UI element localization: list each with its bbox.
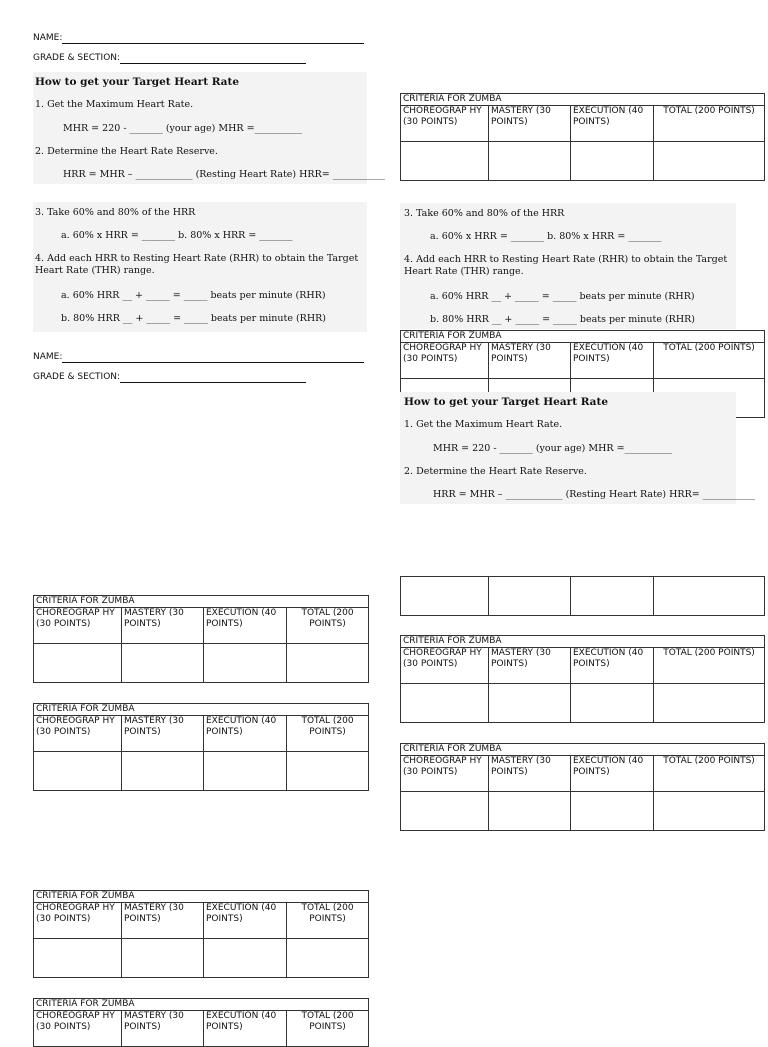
col-execution: EXECUTION (40 POINTS): [571, 648, 654, 684]
hrr-formula: HRR = MHR – ____________ (Resting Heart Rate) HRR= ___________: [433, 489, 755, 500]
score-cell[interactable]: [654, 577, 765, 616]
step4-a: a. 60% HRR __ + _____ = _____ beats per minute (RHR): [61, 290, 326, 301]
criteria-title: CRITERIA FOR ZUMBA: [401, 331, 765, 343]
criteria-title: CRITERIA FOR ZUMBA: [401, 636, 765, 648]
col-mastery: MASTERY (30 POINTS): [122, 716, 204, 752]
score-cell[interactable]: [34, 752, 122, 791]
grade-section-field[interactable]: [33, 52, 306, 64]
grade-section-blank[interactable]: [120, 372, 306, 383]
col-mastery: MASTERY (30 POINTS): [489, 648, 571, 684]
thr-step3: 3. Take 60% and 80% of the HRR: [404, 208, 565, 219]
score-cell[interactable]: [401, 684, 489, 723]
score-cell[interactable]: [571, 577, 654, 616]
col-execution: EXECUTION (40 POINTS): [571, 106, 654, 142]
col-mastery: MASTERY (30 POINTS): [489, 756, 571, 792]
col-choreography: CHOREOGRAP HY (30 POINTS): [401, 648, 489, 684]
score-cell[interactable]: [287, 939, 369, 978]
score-cell[interactable]: [34, 644, 122, 683]
criteria-title: CRITERIA FOR ZUMBA: [401, 94, 765, 106]
score-cell[interactable]: [489, 577, 571, 616]
criteria-title: CRITERIA FOR ZUMBA: [34, 999, 369, 1011]
col-total: TOTAL (200 POINTS): [654, 343, 765, 379]
col-total: TOTAL (200 POINTS): [654, 106, 765, 142]
col-total: TOTAL (200 POINTS): [654, 648, 765, 684]
col-total: TOTAL (200 POINTS): [287, 716, 369, 752]
col-execution: EXECUTION (40 POINTS): [204, 1011, 287, 1047]
col-mastery: MASTERY (30 POINTS): [122, 1011, 204, 1047]
score-cell[interactable]: [204, 644, 287, 683]
score-cell[interactable]: [654, 792, 765, 831]
mhr-formula: MHR = 220 - _______ (your age) MHR =__________: [63, 123, 303, 134]
score-cell[interactable]: [654, 142, 765, 181]
criteria-table: [33, 595, 369, 683]
step4-a: a. 60% HRR __ + _____ = _____ beats per minute (RHR): [430, 291, 695, 302]
score-cell[interactable]: [204, 752, 287, 791]
score-cell[interactable]: [571, 792, 654, 831]
col-choreography: CHOREOGRAP HY (30 POINTS): [401, 756, 489, 792]
name-blank[interactable]: [62, 33, 364, 44]
criteria-title: CRITERIA FOR ZUMBA: [34, 704, 369, 716]
grade-section-label: GRADE & SECTION:: [33, 372, 121, 382]
thr-step1: 1. Get the Maximum Heart Rate.: [404, 419, 563, 430]
thr-step2: 2. Determine the Heart Rate Reserve.: [404, 466, 587, 477]
criteria-table: [33, 890, 369, 978]
score-cell[interactable]: [489, 792, 571, 831]
col-choreography: CHOREOGRAP HY (30 POINTS): [34, 608, 122, 644]
criteria-table: [33, 998, 369, 1047]
grade-section-blank[interactable]: [120, 53, 306, 64]
score-cell[interactable]: [34, 939, 122, 978]
criteria-table: [400, 635, 765, 723]
score-cell[interactable]: [401, 577, 489, 616]
thr-heading: How to get your Target Heart Rate: [35, 76, 239, 88]
criteria-table: [33, 703, 369, 791]
score-cell[interactable]: [287, 644, 369, 683]
criteria-title: CRITERIA FOR ZUMBA: [34, 596, 369, 608]
score-cell[interactable]: [489, 684, 571, 723]
col-execution: EXECUTION (40 POINTS): [204, 608, 287, 644]
name-label: NAME:: [33, 33, 63, 43]
col-total: TOTAL (200 POINTS): [287, 1011, 369, 1047]
criteria-title: CRITERIA FOR ZUMBA: [401, 744, 765, 756]
criteria-table-clipped: [33, 998, 370, 1032]
step3-calc: a. 60% x HRR = _______ b. 80% x HRR = _______: [430, 231, 662, 242]
step4-b: b. 80% HRR __ + _____ = _____ beats per minute (RHR): [61, 313, 326, 324]
grade-section-label: GRADE & SECTION:: [33, 53, 121, 63]
step4-b: b. 80% HRR __ + _____ = _____ beats per minute (RHR): [430, 314, 695, 325]
thr-step4: 4. Add each HRR to Resting Heart Rate (RHR) to obtain the Target Heart Rate (THR) range.: [35, 253, 359, 276]
col-execution: EXECUTION (40 POINTS): [571, 343, 654, 379]
score-cell[interactable]: [489, 142, 571, 181]
thr-step3: 3. Take 60% and 80% of the HRR: [35, 207, 196, 218]
col-choreography: CHOREOGRAP HY (30 POINTS): [34, 1011, 122, 1047]
col-choreography: CHOREOGRAP HY (30 POINTS): [401, 106, 489, 142]
hrr-formula: HRR = MHR – ____________ (Resting Heart Rate) HRR= ___________: [63, 169, 385, 180]
score-cell[interactable]: [571, 684, 654, 723]
name-field[interactable]: [33, 32, 364, 44]
score-cell[interactable]: [204, 939, 287, 978]
criteria-table: [400, 93, 765, 181]
col-choreography: CHOREOGRAP HY (30 POINTS): [401, 343, 489, 379]
col-total: TOTAL (200 POINTS): [287, 608, 369, 644]
thr-heading: How to get your Target Heart Rate: [404, 396, 608, 408]
score-cell[interactable]: [287, 752, 369, 791]
thr-step2: 2. Determine the Heart Rate Reserve.: [35, 146, 218, 157]
col-choreography: CHOREOGRAP HY (30 POINTS): [34, 716, 122, 752]
step3-calc: a. 60% x HRR = _______ b. 80% x HRR = _______: [61, 230, 293, 241]
col-execution: EXECUTION (40 POINTS): [571, 756, 654, 792]
score-cell[interactable]: [122, 644, 204, 683]
name-blank[interactable]: [62, 352, 364, 363]
col-mastery: MASTERY (30 POINTS): [489, 343, 571, 379]
thr-step4: 4. Add each HRR to Resting Heart Rate (RHR) to obtain the Target Heart Rate (THR) range.: [404, 254, 728, 277]
criteria-title: CRITERIA FOR ZUMBA: [34, 891, 369, 903]
mhr-formula: MHR = 220 - _______ (your age) MHR =__________: [433, 443, 673, 454]
col-execution: EXECUTION (40 POINTS): [204, 903, 287, 939]
score-row-table: [400, 576, 765, 616]
score-cell[interactable]: [401, 792, 489, 831]
criteria-table: [400, 743, 765, 831]
col-execution: EXECUTION (40 POINTS): [204, 716, 287, 752]
score-cell[interactable]: [401, 142, 489, 181]
col-total: TOTAL (200 POINTS): [654, 756, 765, 792]
col-mastery: MASTERY (30 POINTS): [122, 903, 204, 939]
col-total: TOTAL (200 POINTS): [287, 903, 369, 939]
score-cell[interactable]: [122, 939, 204, 978]
col-mastery: MASTERY (30 POINTS): [489, 106, 571, 142]
name-field-2[interactable]: [33, 351, 364, 363]
grade-section-field-2[interactable]: [33, 371, 306, 383]
criteria-table-clipped: [400, 330, 766, 392]
name-label: NAME:: [33, 352, 63, 362]
thr-step1: 1. Get the Maximum Heart Rate.: [35, 99, 194, 110]
score-cell[interactable]: [654, 684, 765, 723]
col-choreography: CHOREOGRAP HY (30 POINTS): [34, 903, 122, 939]
score-cell[interactable]: [122, 752, 204, 791]
col-mastery: MASTERY (30 POINTS): [122, 608, 204, 644]
score-cell[interactable]: [571, 142, 654, 181]
